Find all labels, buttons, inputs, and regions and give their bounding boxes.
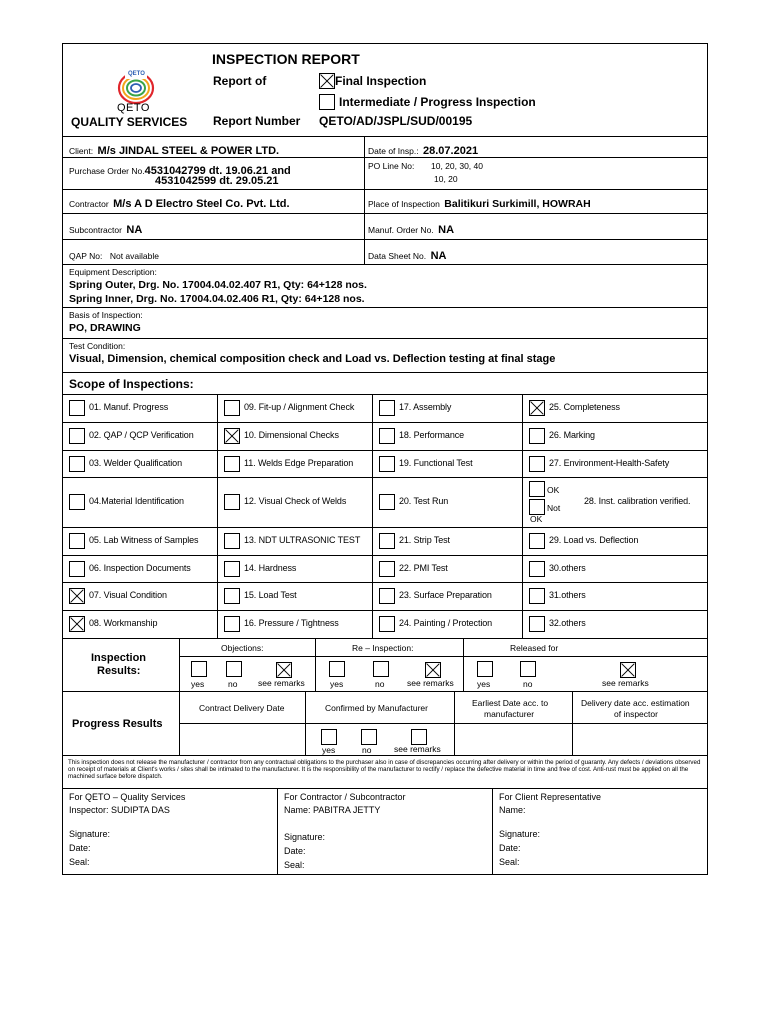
- basis-label: Basis of Inspection:: [69, 310, 143, 320]
- scope-checkbox-13[interactable]: [69, 494, 85, 510]
- po-label: Purchase Order No.: [69, 166, 145, 176]
- scope-checkbox-3[interactable]: [379, 400, 395, 416]
- client-signature-label: Signature:: [499, 829, 541, 839]
- qeto-date-label: Date:: [69, 843, 91, 853]
- client-sign-title: For Client Representative: [499, 792, 602, 802]
- earliest-label1: Earliest Date acc. to: [472, 698, 549, 708]
- divider: [62, 338, 708, 339]
- place-label: Place of Inspection: [368, 199, 440, 209]
- reinspection-yes-checkbox[interactable]: [329, 661, 345, 677]
- calib-not-ok-label: OK: [530, 514, 543, 524]
- info-column-divider: [364, 136, 365, 264]
- scope-label-2: 09. Fit-up / Alignment Check: [244, 402, 355, 412]
- contractor-date-label: Date:: [284, 846, 306, 856]
- scope-checkbox-24[interactable]: [529, 561, 545, 577]
- scope-label-26: 15. Load Test: [244, 590, 297, 600]
- inspection-results-label2: Results:: [97, 665, 141, 677]
- scope-label-28: 31.others: [549, 590, 586, 600]
- objections-remarks-label: see remarks: [258, 678, 305, 688]
- objections-no-checkbox[interactable]: [226, 661, 242, 677]
- po-value-line2: 4531042599 dt. 29.05.21: [155, 175, 279, 187]
- subcontractor-label: Subcontractor: [69, 225, 122, 235]
- scope-checkbox-31[interactable]: [379, 616, 395, 632]
- equipment-line2: Spring Inner, Drg. No. 17004.04.02.406 R1, Qty: 64+128 nos.: [69, 293, 365, 305]
- scope-checkbox-9[interactable]: [69, 456, 85, 472]
- place-value: Balitikuri Surkimill, HOWRAH: [444, 198, 591, 210]
- client-date-label: Date:: [499, 843, 521, 853]
- scope-checkbox-17[interactable]: [69, 533, 85, 549]
- reinspection-yes-label: yes: [330, 679, 344, 689]
- po-line-value1: 10, 20, 30, 40: [431, 161, 483, 171]
- company-name-line1: QETO: [117, 102, 150, 114]
- qeto-inspector: Inspector: SUDIPTA DAS: [69, 805, 170, 815]
- scope-col-divider: [372, 394, 373, 638]
- reinspection-remarks-checkbox[interactable]: [425, 662, 441, 678]
- scope-checkbox-2[interactable]: [224, 400, 240, 416]
- divider: [62, 788, 708, 789]
- scope-row-divider: [62, 450, 708, 451]
- scope-label-16: 28. Inst. calibration verified.: [584, 496, 691, 506]
- contractor-sign-title: For Contractor / Subcontractor: [284, 792, 406, 802]
- scope-label-14: 12. Visual Check of Welds: [244, 496, 347, 506]
- progress-remarks-checkbox[interactable]: [411, 729, 427, 745]
- scope-label-25: 07. Visual Condition: [89, 590, 167, 600]
- released-label: Released for: [510, 643, 559, 653]
- datasheet-value: NA: [430, 250, 447, 262]
- divider: [62, 136, 708, 137]
- delivery-est-label1: Delivery date acc. estimation: [581, 698, 690, 708]
- results-divider: [463, 638, 464, 691]
- scope-label-7: 18. Performance: [399, 430, 465, 440]
- scope-checkbox-14[interactable]: [224, 494, 240, 510]
- signature-divider: [492, 788, 493, 875]
- scope-label-3: 17. Assembly: [399, 402, 452, 412]
- objections-no-label: no: [228, 679, 238, 689]
- progress-divider: [305, 691, 306, 755]
- progress-yes-label: yes: [322, 745, 336, 755]
- divider: [179, 656, 708, 657]
- scope-checkbox-32[interactable]: [529, 616, 545, 632]
- objections-yes-label: yes: [191, 679, 205, 689]
- intermediate-inspection-label: Intermediate / Progress Inspection: [339, 95, 536, 109]
- scope-checkbox-28[interactable]: [529, 588, 545, 604]
- po-line-value2: 10, 20: [434, 174, 458, 184]
- scope-checkbox-20[interactable]: [529, 533, 545, 549]
- contractor-label: Contractor: [69, 199, 109, 209]
- equipment-line1: Spring Outer, Drg. No. 17004.04.02.407 R1, Qty: 64+128 nos.: [69, 279, 367, 291]
- earliest-label2: manufacturer: [484, 709, 535, 719]
- scope-label-31: 24. Painting / Protection: [399, 618, 493, 628]
- divider: [62, 239, 708, 240]
- scope-checkbox-1[interactable]: [69, 400, 85, 416]
- qeto-seal-label: Seal:: [69, 857, 90, 867]
- scope-row-divider: [62, 527, 708, 528]
- progress-no-checkbox[interactable]: [361, 729, 377, 745]
- date-value: 28.07.2021: [423, 145, 479, 157]
- scope-checkbox-26[interactable]: [224, 588, 240, 604]
- scope-checkbox-29[interactable]: [69, 616, 85, 632]
- qap-value: Not available: [109, 251, 159, 261]
- report-of-label: Report of: [213, 74, 267, 88]
- report-number-label: Report Number: [213, 114, 301, 128]
- scope-col-divider: [217, 394, 218, 638]
- scope-label-22: 14. Hardness: [244, 562, 297, 573]
- subcontractor-value: NA: [126, 224, 143, 236]
- manuf-order-label: Manuf. Order No.: [368, 225, 434, 235]
- scope-label-27: 23. Surface Preparation: [399, 590, 492, 600]
- scope-checkbox-21[interactable]: [69, 561, 85, 577]
- scope-label-9: 03. Welder Qualification: [89, 457, 182, 468]
- contractor-signature-label: Signature:: [284, 832, 326, 842]
- released-no-label: no: [523, 679, 533, 689]
- scope-label-6: 10. Dimensional Checks: [244, 430, 339, 440]
- qeto-signature-label: Signature:: [69, 829, 111, 839]
- scope-label-5: 02. QAP / QCP Verification: [89, 430, 194, 440]
- client-value: M/s JINDAL STEEL & POWER LTD.: [97, 145, 280, 157]
- place-field: [368, 194, 591, 212]
- scope-label-18: 13. NDT ULTRASONIC TEST: [244, 535, 361, 545]
- scope-label-10: 11. Welds Edge Preparation: [244, 457, 354, 468]
- reinspection-no-label: no: [375, 679, 385, 689]
- divider: [62, 264, 708, 265]
- objections-remarks-checkbox[interactable]: [276, 662, 292, 678]
- scope-row-divider: [62, 422, 708, 423]
- scope-label-11: 19. Functional Test: [399, 457, 473, 468]
- qap-field: [69, 246, 159, 264]
- scope-checkbox-7[interactable]: [379, 428, 395, 444]
- divider: [62, 394, 708, 395]
- scope-label-29: 08. Workmanship: [89, 618, 158, 628]
- scope-checkbox-30[interactable]: [224, 616, 240, 632]
- subcontractor-field: [69, 220, 142, 238]
- divider: [62, 307, 708, 308]
- signature-divider: [277, 788, 278, 875]
- manuf-order-field: [368, 220, 454, 238]
- divider: [62, 691, 708, 692]
- scope-row-divider: [62, 582, 708, 583]
- scope-label-30: 16. Pressure / Tightness: [244, 618, 339, 628]
- contractor-name: Name: PABITRA JETTY: [284, 805, 381, 815]
- calib-not-label: Not: [547, 503, 561, 513]
- objections-label: Objections:: [221, 643, 264, 653]
- progress-divider: [454, 691, 455, 755]
- scope-label-32: 32.others: [549, 618, 586, 628]
- scope-label-20: 29. Load vs. Deflection: [549, 535, 639, 545]
- calib-not-checkbox[interactable]: [529, 499, 545, 515]
- scope-label-15: 20. Test Run: [399, 496, 449, 506]
- scope-row-divider: [62, 610, 708, 611]
- qeto-sign-title: For QETO – Quality Services: [69, 792, 186, 802]
- released-yes-label: yes: [477, 679, 491, 689]
- client-sign-name: Name:: [499, 805, 526, 815]
- contractor-seal-label: Seal:: [284, 860, 305, 870]
- scope-checkbox-6[interactable]: [224, 428, 240, 444]
- scope-label-24: 30.others: [549, 562, 586, 573]
- scope-checkbox-12[interactable]: [529, 456, 545, 472]
- reinspection-label: Re – Inspection:: [352, 643, 414, 653]
- contractor-field: [69, 194, 290, 212]
- progress-yes-checkbox[interactable]: [321, 729, 337, 745]
- scope-label-1: 01. Manuf. Progress: [89, 402, 169, 412]
- final-inspection-checkbox[interactable]: [319, 73, 335, 89]
- released-remarks-checkbox[interactable]: [620, 662, 636, 678]
- test-condition-label: Test Condition:: [69, 341, 126, 351]
- divider: [62, 157, 708, 158]
- divider: [62, 213, 708, 214]
- scope-row-divider: [62, 477, 708, 478]
- scope-label-23: 22. PMI Test: [399, 562, 448, 573]
- scope-checkbox-25[interactable]: [69, 588, 85, 604]
- progress-remarks-label: see remarks: [394, 744, 441, 754]
- progress-results-label: Progress Results: [72, 718, 163, 730]
- scope-checkbox-18[interactable]: [224, 533, 240, 549]
- released-remarks-label: see remarks: [602, 678, 649, 688]
- logo-text: QETO: [128, 71, 145, 77]
- progress-no-label: no: [362, 745, 372, 755]
- contractor-value: M/s A D Electro Steel Co. Pvt. Ltd.: [113, 198, 290, 210]
- released-no-checkbox[interactable]: [520, 661, 536, 677]
- results-divider: [315, 638, 316, 691]
- company-name-line2: QUALITY SERVICES: [71, 115, 188, 129]
- confirmed-label: Confirmed by Manufacturer: [325, 703, 428, 713]
- final-inspection-label: Final Inspection: [335, 74, 427, 88]
- scope-label-21: 06. Inspection Documents: [89, 562, 191, 573]
- qap-label: QAP No:: [69, 251, 103, 261]
- po-value-line1: 4531042799 dt. 19.06.21 and: [144, 165, 291, 177]
- scope-label-12: 27. Environment-Health-Safety: [549, 457, 670, 468]
- scope-label-13: 04.Material Identification: [89, 496, 184, 506]
- scope-label-17: 05. Lab Witness of Samples: [89, 535, 199, 545]
- datasheet-label: Data Sheet No.: [368, 251, 427, 261]
- scope-checkbox-4[interactable]: [529, 400, 545, 416]
- contract-delivery-label: Contract Delivery Date: [199, 703, 285, 713]
- divider: [62, 189, 708, 190]
- progress-divider: [572, 691, 573, 755]
- divider: [62, 372, 708, 373]
- scope-checkbox-27[interactable]: [379, 588, 395, 604]
- scope-checkbox-23[interactable]: [379, 561, 395, 577]
- disclaimer-text: This inspection does not release the manufacturer / contractor from any contractual obligations to the purchaser also in case of discrepancies occurring after delivery or within the period of guaranty. Any defects / deviations observed on receipt of materials at Client's works / sites shall be intimated to the manufacturer. It is the responsibility of the manufacturer to rectify / replace the defective material in time and free of cost. Anti-rust must be applied on all the machined surface before dispatch.: [68, 759, 701, 781]
- divider: [179, 723, 708, 724]
- scope-label-19: 21. Strip Test: [399, 535, 450, 545]
- company-logo: [107, 68, 165, 106]
- divider: [62, 755, 708, 756]
- scope-row-divider: [62, 555, 708, 556]
- client-label: Client:: [69, 146, 94, 156]
- po-line-label: PO Line No:: [368, 161, 415, 171]
- inspection-results-label1: Inspection: [91, 652, 147, 664]
- scope-checkbox-5[interactable]: [69, 428, 85, 444]
- scope-checkbox-15[interactable]: [379, 494, 395, 510]
- objections-yes-checkbox[interactable]: [191, 661, 207, 677]
- scope-checkbox-10[interactable]: [224, 456, 240, 472]
- scope-checkbox-22[interactable]: [224, 561, 240, 577]
- report-title: INSPECTION REPORT: [212, 51, 360, 67]
- scope-col-divider: [522, 394, 523, 638]
- scope-checkbox-19[interactable]: [379, 533, 395, 549]
- client-seal-label: Seal:: [499, 857, 520, 867]
- date-label: Date of Insp.:: [368, 146, 419, 156]
- released-yes-checkbox[interactable]: [477, 661, 493, 677]
- test-condition-value: Visual, Dimension, chemical composition check and Load vs. Deflection testing at final stage: [69, 353, 556, 365]
- scope-label-8: 26. Marking: [549, 430, 595, 440]
- equipment-label: Equipment Description:: [69, 267, 157, 277]
- divider: [62, 638, 708, 639]
- reinspection-no-checkbox[interactable]: [373, 661, 389, 677]
- scope-label-4: 25. Completeness: [549, 402, 620, 412]
- intermediate-inspection-checkbox[interactable]: [319, 94, 335, 110]
- report-number-value: QETO/AD/JSPL/SUD/00195: [319, 114, 473, 128]
- reinspection-remarks-label: see remarks: [407, 678, 454, 688]
- basis-value: PO, DRAWING: [69, 322, 141, 334]
- scope-checkbox-8[interactable]: [529, 428, 545, 444]
- scope-checkbox-11[interactable]: [379, 456, 395, 472]
- scope-title: Scope of Inspections:: [69, 377, 194, 391]
- manuf-order-value: NA: [438, 224, 455, 236]
- calib-ok-label: OK: [547, 485, 560, 495]
- calib-ok-checkbox[interactable]: [529, 481, 545, 497]
- delivery-est-label2: of inspector: [614, 709, 658, 719]
- datasheet-field: [368, 246, 446, 264]
